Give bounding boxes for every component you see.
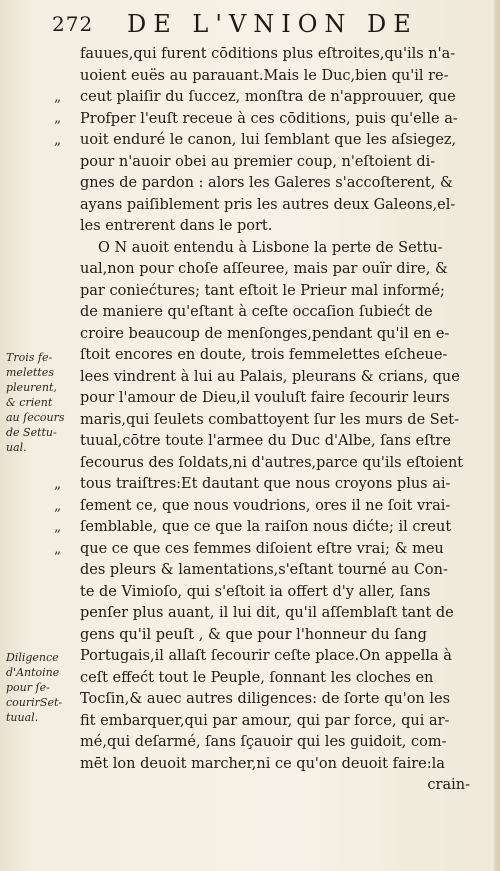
text-line: ceſt effećt tout le Peuple, ſonnant les cloches en [80, 669, 434, 686]
text-line: pour l'amour de Dieu,il vouluſt faire ſecourir leurs [80, 390, 450, 406]
quote-mark: „ [54, 132, 62, 148]
text-line: tuual,cōtre toute l'armee du Duc d'Albe, ſans eſtre [80, 433, 451, 449]
page-header [52, 10, 462, 38]
paragraph-start-line: O N auoit entendu à Lisbone la perte de Settu- [98, 239, 443, 256]
margin-note-women: Trois fe- melettes pleurent, & crient au ſecours de Settu- ual. [6, 351, 65, 454]
text-line: pour n'auoir obei au premier coup, n'eſtoient di- [80, 153, 436, 170]
quote-mark: „ [54, 541, 62, 557]
text-line: uoit enduré le canon, lui ſemblant que les aſsiegez, [80, 132, 457, 148]
text-line: fit embarquer,qui par amour, qui par force, qui ar- [80, 712, 450, 729]
text-line: ayans paiſiblement pris les autres deux Galeons,el- [80, 196, 456, 213]
text-line: des pleurs & lamentations,s'eſtant tourné au Con- [80, 562, 448, 578]
quote-mark: „ [54, 110, 62, 126]
catchword: crain- [427, 777, 470, 793]
text-line: uoient euës au parauant.Mais le Duc,bien qu'il re- [80, 67, 449, 84]
text-line: mé,qui deſarmé, ſans ſçauoir qui les guidoit, com- [80, 734, 447, 750]
text-line: ceut plaiſir du ſuccez, monſtra de n'approuuer, que [80, 89, 456, 105]
quote-mark: „ [54, 498, 62, 514]
page-number: 272 [52, 12, 94, 36]
body-text [80, 44, 476, 797]
text-line: ſement ce, que nous voudrions, ores il ne ſoit vrai- [80, 497, 451, 514]
text-line: tous traiſtres:Et dautant que nous croyons plus ai- [80, 476, 451, 492]
text-line: Tocſin,& auec autres diligences: de ſorte qu'on les [80, 691, 451, 707]
running-head: DE L'VNION DE [127, 10, 418, 38]
text-line: ſecourus des ſoldats,ni d'autres,parce qu'ils eſtoient [80, 454, 464, 471]
text-line: Portugais,il allaſt ſecourir ceſte place.On appella à [80, 648, 452, 664]
quote-mark: „ [54, 476, 62, 492]
text-line: ſemblable, que ce que la raiſon nous dićte; il creut [80, 519, 452, 535]
quote-mark: „ [54, 89, 62, 105]
text-line: les entrerent dans le port. [80, 218, 273, 234]
margin-note-diligence: Diligence d'Antoine pour ſe- courirSet- tuual. [6, 651, 63, 724]
text-line: fauues,qui furent cōditions plus eſtroites,qu'ils n'a- [80, 46, 456, 62]
text-line: ſtoit encores en doute, trois femmelettes eſcheue- [80, 347, 448, 363]
text-line: gnes de pardon : alors les Galeres s'accoſterent, & [80, 175, 453, 191]
page-edge [494, 0, 500, 871]
text-line: Profper l'euſt receue à ces cōditions, puis qu'elle a- [80, 110, 458, 127]
text-line: mēt lon deuoit marcher,ni ce qu'on deuoit faire:la [80, 755, 445, 772]
text-line: gens qu'il peuſt , & que pour l'honneur du ſang [80, 626, 427, 643]
text-line: croire beaucoup de menſonges,pendant qu'il en e- [80, 325, 450, 342]
text-line: maris,qui ſeulets combattoyent ſur les murs de Set- [80, 411, 460, 428]
quote-mark: „ [54, 519, 62, 535]
text-line: que ce que ces femmes diſoient eſtre vrai; & meu [80, 540, 444, 557]
text-line: par coniećtures; tant eſtoit le Prieur mal informé; [80, 282, 445, 299]
text-line: lees vindrent à lui au Palais, pleurans & crians, que [80, 368, 460, 385]
text-line: ual,non pour choſe aſſeuree, mais par ouïr dire, & [80, 261, 448, 277]
text-line: te de Vimioſo, qui s'eſtoit ia offert d'y aller, ſans [80, 583, 431, 600]
text-line: de maniere qu'eſtant à ceſte occaſion ſubiećt de [80, 304, 433, 320]
text-line: penſer plus auant, il lui dit, qu'il aſſemblaſt tant de [80, 605, 454, 621]
